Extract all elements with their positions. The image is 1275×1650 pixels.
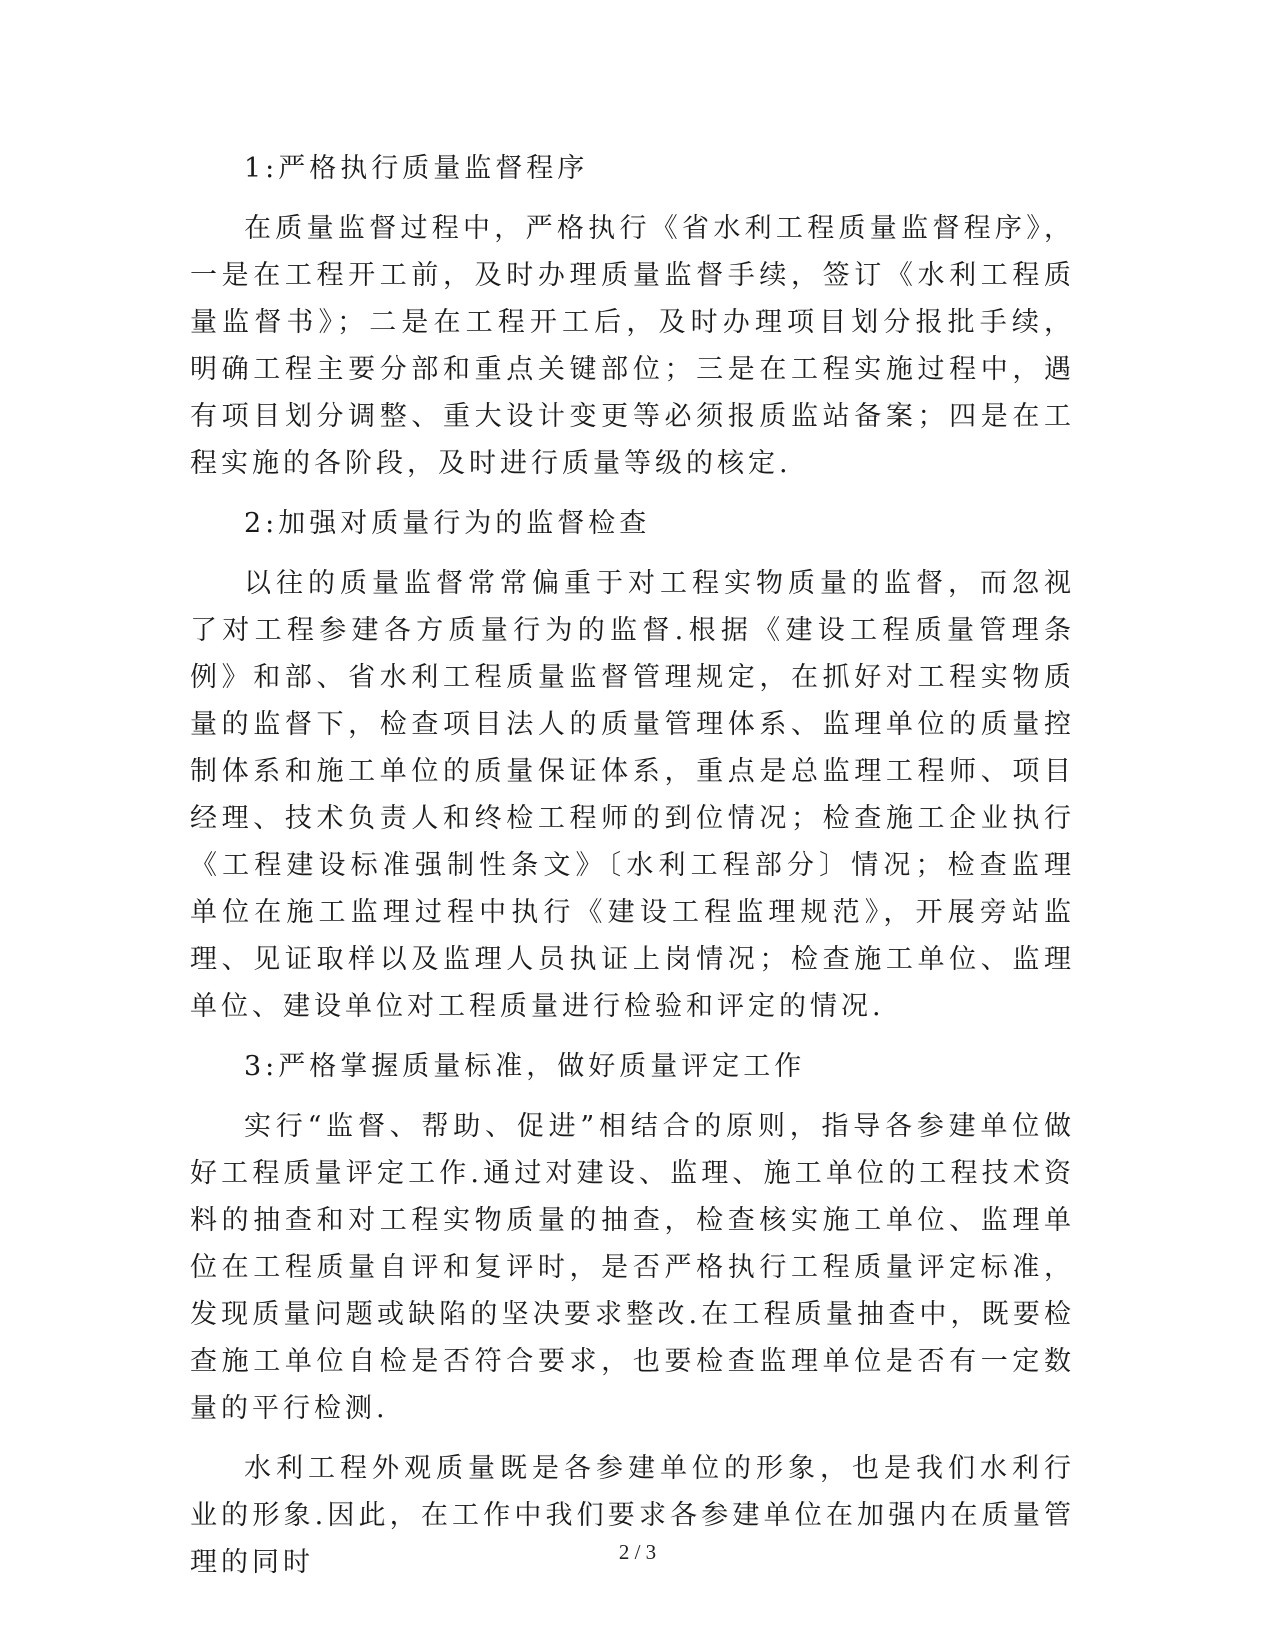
- section-2-paragraph-1: 以往的质量监督常常偏重于对工程实物质量的监督，而忽视了对工程参建各方质量行为的监督.根据《建设工程质量管理条例》和部、省水利工程质量监督管理规定，在抓好对工程实物质量的监督下，检查项目法人的质量管理体系、监理单位的质量控制体系和施工单位的质量保证体系，重点是总监理工程师、项目经理、技术负责人和终检工程师的到位情况；检查施工企业执行《工程建设标准强制性条文》〔水利工程部分〕情况；检查监理单位在施工监理过程中执行《建设工程监理规范》，开展旁站监理、见证取样以及监理人员执证上岗情况；检查施工单位、监理单位、建设单位对工程质量进行检验和评定的情况.: [190, 568, 1075, 1022]
- section-3-paragraph-2: 水利工程外观质量既是各参建单位的形象，也是我们水利行业的形象.因此，在工作中我们要求各参建单位在加强内在质量管理的同时: [190, 1453, 1075, 1578]
- section-1-heading: 1:严格执行质量监督程序: [244, 153, 589, 184]
- section-1-paragraph-1: 在质量监督过程中，严格执行《省水利工程质量监督程序》，一是在工程开工前，及时办理质量监督手续，签订《水利工程质量监督书》；二是在工程开工后，及时办理项目划分报批手续，明确工程主要分部和重点关键部位；三是在工程实施过程中，遇有项目划分调整、重大设计变更等必须报质监站备案；四是在工程实施的各阶段，及时进行质量等级的核定.: [190, 213, 1075, 479]
- page-number: 2 / 3: [618, 1540, 657, 1564]
- section-2-heading: 2:加强对质量行为的监督检查: [244, 508, 651, 539]
- section-3-heading: 3:严格掌握质量标准，做好质量评定工作: [244, 1051, 806, 1082]
- document-body: [190, 145, 1075, 1599]
- section-3-paragraph-1: 实行“监督、帮助、促进”相结合的原则，指导各参建单位做好工程质量评定工作.通过对建设、监理、施工单位的工程技术资料的抽查和对工程实物质量的抽查，检查核实施工单位、监理单位在工程质量自评和复评时，是否严格执行工程质量评定标准，发现质量问题或缺陷的坚决要求整改.在工程质量抽查中，既要检查施工单位自检是否符合要求，也要检查监理单位是否有一定数量的平行检测.: [190, 1111, 1075, 1424]
